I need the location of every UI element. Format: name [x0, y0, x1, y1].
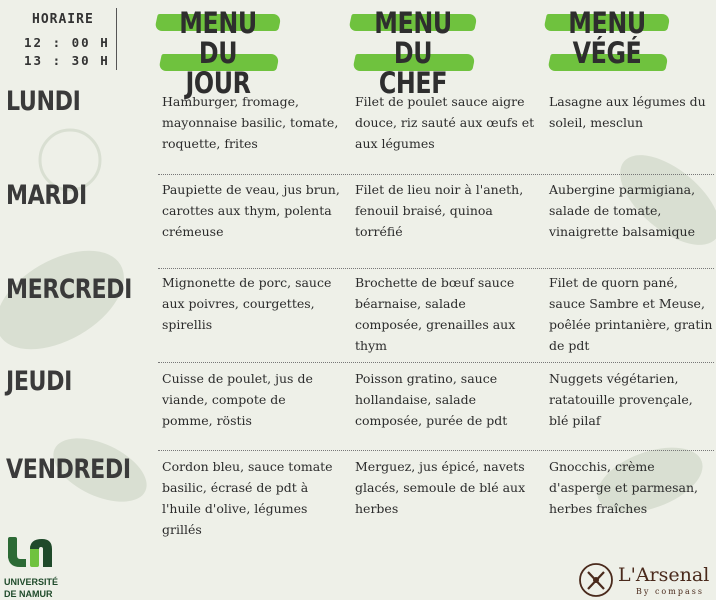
column-header-menu-du-chef — [350, 6, 476, 100]
menu-cell: Cuisse de poulet, jus de viande, compote de pomme, röstis — [162, 371, 313, 428]
menu-cell: Nuggets végétarien, ratatouille provençale, blé pilaf — [549, 371, 693, 428]
unamur-logo-icon — [4, 535, 56, 571]
day-jeudi: JEUDI — [6, 366, 72, 397]
header-line1: MENU — [568, 6, 646, 40]
hours-end: 13 : 30 H — [24, 53, 110, 68]
university-logo — [4, 535, 62, 599]
menu-cell: Merguez, jus épicé, navets glacés, semoule de blé aux herbes — [355, 459, 526, 516]
column-header-menu-du-jour — [156, 6, 280, 100]
menu-cell: Gnocchis, crème d'asperge et parmesan, herbes fraîches — [549, 459, 699, 516]
restaurant-logo — [576, 562, 714, 598]
university-name-line2: DE NAMUR — [4, 589, 53, 599]
header-line2: DU JOUR — [185, 36, 251, 100]
header-line1: MENU — [179, 6, 257, 40]
header-line1: MENU — [374, 6, 452, 40]
menu-cell: Filet de quorn pané, sauce Sambre et Meuse, poêlée printanière, gratin de pdt — [549, 275, 713, 353]
menu-cell: Brochette de bœuf sauce béarnaise, salade composée, grenailles aux thym — [355, 275, 516, 353]
row-separator — [158, 174, 714, 175]
menu-cell: Aubergine parmigiana, salade de tomate, vinaigrette balsamique — [549, 182, 696, 239]
menu-cell: Hamburger, fromage, mayonnaise basilic, tomate, roquette, frites — [162, 94, 339, 151]
menu-cell: Mignonette de porc, sauce aux poivres, courgettes, spirellis — [162, 275, 332, 332]
column-header-menu-vege — [545, 8, 669, 80]
row-separator — [158, 450, 714, 451]
day-vendredi: VENDREDI — [6, 454, 131, 485]
university-name-line1: UNIVERSITÉ — [4, 577, 59, 587]
row-separator — [158, 362, 714, 363]
opening-hours — [10, 8, 117, 70]
day-mardi: MARDI — [6, 180, 87, 211]
hours-start: 12 : 00 H — [24, 35, 110, 50]
menu-cell: Paupiette de veau, jus brun, carottes aux thym, polenta crémeuse — [162, 182, 340, 239]
row-separator — [158, 268, 714, 269]
menu-cell: Lasagne aux légumes du soleil, mesclun — [549, 94, 706, 130]
restaurant-subtitle: By compass — [636, 587, 704, 596]
fork-knife-icon — [578, 562, 614, 598]
hours-title: HORAIRE — [32, 12, 94, 27]
header-line2: VÉGÉ — [572, 36, 642, 70]
day-lundi: LUNDI — [6, 86, 81, 117]
menu-cell: Filet de lieu noir à l'aneth, fenouil braisé, quinoa torréfié — [355, 182, 524, 239]
menu-cell: Poisson gratino, sauce hollandaise, salade composée, purée de pdt — [355, 371, 508, 428]
restaurant-name: L'Arsenal — [618, 564, 710, 586]
menu-cell: Filet de poulet sauce aigre douce, riz sauté aux œufs et aux légumes — [355, 94, 535, 151]
day-mercredi: MERCREDI — [6, 274, 132, 305]
menu-cell: Cordon bleu, sauce tomate basilic, écrasé de pdt à l'huile d'olive, légumes grillés — [162, 459, 333, 537]
header-line2: DU CHEF — [378, 36, 448, 100]
